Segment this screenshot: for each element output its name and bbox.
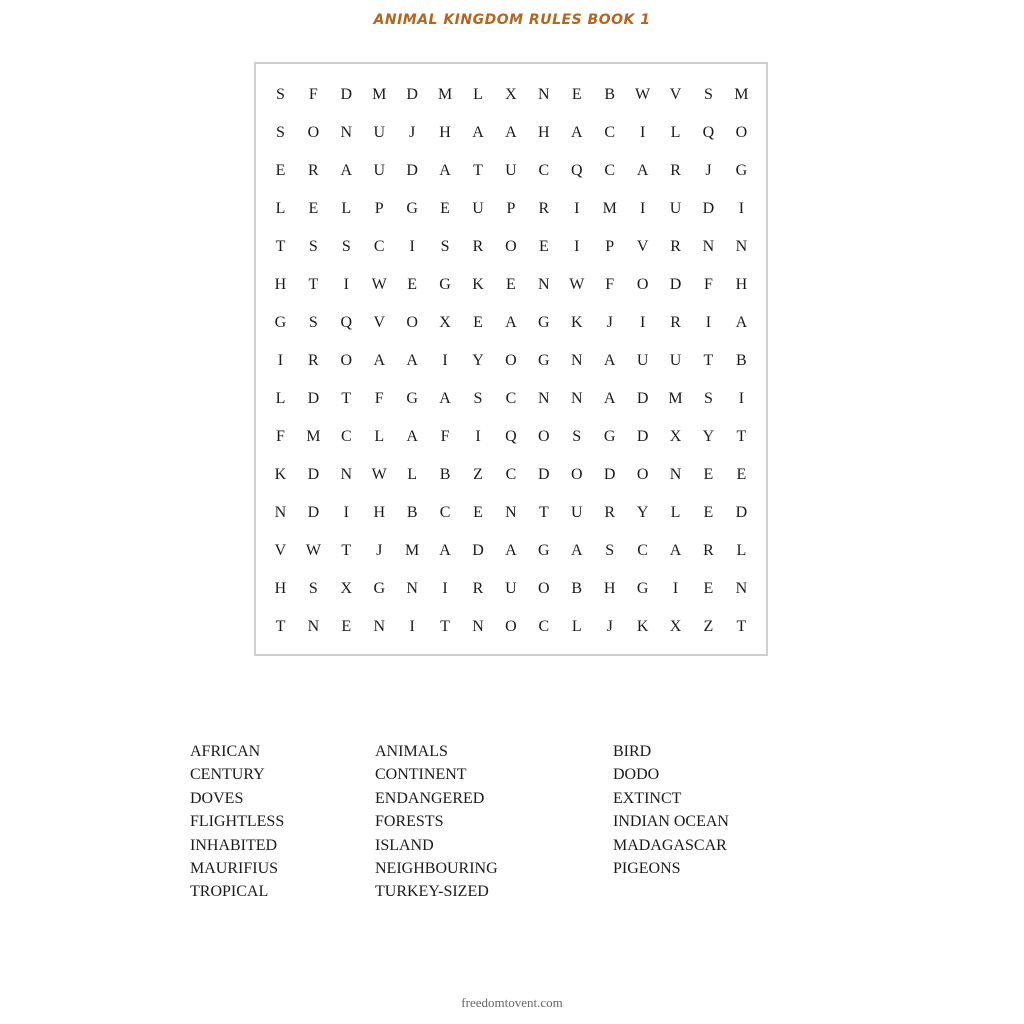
grid-letter: N [702,238,715,255]
grid-letter: W [635,86,651,103]
word-list-item: MAURIFIUS [190,860,279,878]
grid-letter: M [734,86,749,103]
grid-letter: T [275,618,286,635]
grid-letter: E [703,466,714,483]
word-list [190,740,813,904]
grid-letter: S [276,86,285,103]
grid-row [264,342,758,380]
grid-letter: A [505,124,517,141]
grid-row [264,418,758,456]
grid-row [264,570,758,608]
grid-letter: O [636,466,649,483]
grid-letter: N [472,618,484,635]
grid-letter: D [538,466,550,483]
grid-letter: O [505,238,517,255]
grid-letter: U [373,162,385,179]
grid-letter: G [439,276,451,293]
grid-letter: N [340,124,353,141]
footer-site: freedomtovent.com [461,995,563,1010]
grid-letter: V [274,542,287,559]
grid-letter: U [472,200,484,217]
word-column-2 [375,740,613,904]
grid-letter: W [371,276,387,293]
word-list-item: TROPICAL [190,883,269,901]
grid-letter: D [307,466,320,483]
grid-letter: J [705,162,712,179]
word-list-item: DODO [613,766,660,784]
grid-letter: L [275,390,286,407]
grid-letter: U [669,200,682,217]
grid-letter: L [670,124,681,141]
grid-letter: K [274,466,287,483]
grid-letter: G [636,580,649,597]
grid-row [264,494,758,532]
word-list-item: CENTURY [190,766,265,784]
puzzle-grid [264,76,758,646]
grid-letter: D [472,542,484,559]
grid-letter: D [702,200,715,217]
grid-letter: L [275,200,286,217]
grid-letter: L [407,466,418,483]
grid-letter: M [668,390,683,407]
grid-letter: A [439,162,451,179]
grid-letter: L [341,200,352,217]
word-list-item: ISLAND [375,836,434,854]
grid-letter: A [505,542,517,559]
grid-letter: Y [702,428,715,445]
grid-letter: T [736,618,747,635]
grid-letter: S [276,124,285,141]
grid-letter: D [603,466,616,483]
grid-row [264,304,758,342]
grid-letter: N [373,618,385,635]
grid-letter: R [604,504,616,521]
grid-letter: A [603,390,616,407]
word-list-item: PIGEONS [613,860,681,878]
grid-letter: B [406,504,418,521]
grid-row [264,114,758,152]
grid-letter: N [538,390,550,407]
grid-letter: D [307,504,320,521]
grid-letter: P [605,238,615,255]
grid-letter: H [439,124,451,141]
grid-letter: A [570,124,583,141]
grid-letter: A [669,542,682,559]
grid-letter: I [277,352,284,369]
grid-letter: S [308,580,318,597]
grid-letter: O [570,466,583,483]
grid-letter: F [440,428,450,445]
word-list-item: ANIMALS [375,743,448,760]
grid-letter: I [639,314,646,331]
page-title: ANIMAL KINGDOM RULES BOOK 1 [373,12,651,28]
word-list-item: INHABITED [190,836,278,854]
grid-letter: N [307,618,320,635]
grid-letter: V [373,314,385,331]
grid-row [264,228,758,266]
grid-letter: H [603,580,616,597]
grid-letter: J [606,618,613,635]
grid-letter: E [473,504,483,521]
grid-letter: I [442,352,448,369]
grid-letter: E [736,466,747,483]
grid-letter: N [538,86,550,103]
word-column-1 [190,740,375,904]
grid-letter: F [374,390,384,407]
grid-letter: U [570,504,583,521]
grid-letter: W [371,466,387,483]
grid-letter: C [604,124,616,141]
word-list-item: NEIGHBOURING [375,860,498,878]
grid-letter: D [735,504,748,521]
grid-letter: C [505,390,517,407]
word-list-item: TURKEY-SIZED [375,883,489,901]
grid-letter: I [738,200,745,217]
grid-letter: C [538,162,550,179]
word-list-item: ENDANGERED [375,789,485,807]
grid-letter: L [473,86,483,103]
grid-letter: I [409,238,415,255]
grid-letter: A [373,352,385,369]
grid-letter: C [340,428,352,445]
grid-letter: K [570,314,583,331]
grid-letter: D [669,276,682,293]
grid-letter: D [340,86,353,103]
grid-letter: E [407,276,418,293]
grid-row [264,152,758,190]
grid-letter: K [636,618,649,635]
grid-letter: Q [570,162,583,179]
grid-letter: B [571,580,583,597]
grid-letter: R [703,542,714,559]
grid-letter: N [274,504,287,521]
grid-letter: E [440,200,450,217]
grid-row [264,456,758,494]
grid-letter: N [735,238,748,255]
grid-letter: A [439,390,451,407]
grid-letter: T [538,504,549,521]
grid-letter: O [538,580,550,597]
grid-letter: E [538,238,549,255]
grid-letter: U [636,352,649,369]
grid-letter: Q [505,428,517,445]
grid-letter: I [574,200,580,217]
grid-letter: S [703,86,713,103]
grid-letter: P [374,200,384,217]
grid-letter: I [738,390,745,407]
word-list-item: INDIAN OCEAN [613,813,729,831]
grid-letter: I [475,428,481,445]
grid-row [264,76,758,114]
grid-letter: A [636,162,649,179]
grid-letter: O [735,124,748,141]
grid-letter: I [343,276,349,293]
grid-letter: J [376,542,383,559]
grid-row [264,532,758,570]
grid-letter: B [439,466,451,483]
grid-letter: R [538,200,550,217]
grid-letter: S [308,314,318,331]
grid-letter: M [602,200,617,217]
grid-letter: H [735,276,748,293]
grid-letter: C [505,466,517,483]
grid-letter: I [574,238,580,255]
grid-letter: U [505,162,517,179]
grid-letter: N [669,466,682,483]
word-column-3 [613,740,813,904]
grid-letter: O [538,428,550,445]
grid-letter: N [570,390,583,407]
grid-letter: C [373,238,385,255]
grid-letter: G [538,314,550,331]
grid-letter: G [538,542,550,559]
grid-letter: W [569,276,585,293]
grid-letter: F [276,428,285,445]
grid-row [264,380,758,418]
grid-letter: G [603,428,616,445]
grid-letter: U [505,580,517,597]
grid-letter: X [505,86,517,103]
grid-letter: E [341,618,352,635]
grid-letter: I [639,124,646,141]
grid-letter: A [505,314,517,331]
grid-letter: G [274,314,287,331]
grid-letter: C [637,542,648,559]
grid-letter: E [506,276,516,293]
grid-letter: S [572,428,582,445]
grid-letter: N [505,504,517,521]
grid-letter: T [473,162,483,179]
grid-letter: F [703,276,713,293]
grid-letter: A [603,352,616,369]
grid-letter: R [670,162,681,179]
grid-letter: J [606,314,613,331]
grid-letter: I [409,618,415,635]
grid-letter: I [343,504,349,521]
grid-letter: I [705,314,712,331]
grid-letter: N [340,466,353,483]
grid-letter: D [406,86,418,103]
grid-letter: N [538,276,550,293]
grid-letter: Q [340,314,353,331]
grid-letter: E [308,200,319,217]
grid-letter: O [307,124,320,141]
grid-letter: A [570,542,583,559]
grid-letter: R [308,162,319,179]
grid-letter: C [604,162,616,179]
grid-letter: M [437,86,453,103]
grid-letter: R [308,352,319,369]
grid-letter: M [306,428,321,445]
grid-row [264,190,758,228]
grid-letter: R [670,314,681,331]
grid-letter: H [274,580,287,597]
grid-letter: A [472,124,484,141]
grid-letter: Z [473,466,483,483]
grid-letter: U [373,124,385,141]
grid-letter: H [538,124,550,141]
grid-letter: C [538,618,550,635]
grid-letter: T [275,238,286,255]
word-list-item: FORESTS [375,813,444,831]
grid-letter: J [409,124,416,141]
grid-letter: A [439,542,451,559]
word-list-item: MADAGASCAR [613,836,727,854]
grid-letter: Y [636,504,649,521]
grid-letter: R [472,238,484,255]
grid-row [264,266,758,304]
grid-letter: A [340,162,353,179]
grid-letter: D [636,428,649,445]
grid-letter: V [636,238,649,255]
grid-letter: T [341,390,352,407]
grid-letter: N [570,352,583,369]
grid-letter: G [406,390,418,407]
grid-letter: G [406,200,418,217]
grid-letter: K [472,276,484,293]
grid-letter: G [538,352,550,369]
grid-letter: H [373,504,385,521]
grid-letter: S [440,238,450,255]
grid-letter: L [736,542,747,559]
grid-letter: Q [702,124,715,141]
grid-letter: I [672,580,679,597]
grid-letter: C [439,504,451,521]
grid-letter: F [605,276,615,293]
grid-letter: L [670,504,681,521]
grid-letter: P [506,200,516,217]
grid-letter: D [307,390,320,407]
grid-letter: A [406,352,418,369]
grid-letter: E [703,580,714,597]
grid-letter: T [703,352,714,369]
grid-letter: I [442,580,448,597]
grid-letter: Z [703,618,714,635]
grid-letter: R [670,238,681,255]
grid-letter: H [274,276,287,293]
grid-letter: E [703,504,714,521]
grid-letter: O [636,276,649,293]
grid-letter: V [669,86,682,103]
grid-letter: N [735,580,748,597]
grid-letter: O [505,352,517,369]
grid-letter: U [669,352,682,369]
grid-letter: G [735,162,748,179]
word-list-item: BIRD [613,743,652,760]
grid-letter: A [406,428,418,445]
grid-letter: O [406,314,418,331]
grid-row [264,608,758,646]
grid-letter: W [305,542,321,559]
grid-letter: E [275,162,286,179]
grid-letter: X [669,618,682,635]
grid-letter: M [372,86,387,103]
grid-letter: S [605,542,615,559]
word-list-item: EXTINCT [613,789,682,807]
grid-letter: T [736,428,747,445]
grid-letter: L [374,428,385,445]
grid-letter: D [406,162,418,179]
grid-letter: O [505,618,517,635]
grid-letter: S [308,238,318,255]
grid-letter: S [341,238,351,255]
grid-letter: T [308,276,319,293]
grid-letter: A [735,314,748,331]
grid-letter: D [636,390,649,407]
grid-letter: O [340,352,353,369]
grid-letter: Y [472,352,484,369]
grid-letter: E [571,86,582,103]
grid-letter: S [703,390,713,407]
word-list-item: AFRICAN [190,743,261,760]
grid-letter: R [472,580,484,597]
grid-letter: E [473,314,483,331]
grid-letter: M [405,542,420,559]
grid-letter: T [341,542,352,559]
grid-letter: T [440,618,450,635]
grid-letter: B [736,352,747,369]
grid-letter: X [439,314,451,331]
grid-letter: G [373,580,385,597]
grid-letter: F [308,86,318,103]
grid-letter: L [571,618,582,635]
grid-letter: X [340,580,353,597]
grid-letter: N [406,580,418,597]
word-list-item: CONTINENT [375,766,467,784]
grid-letter: S [473,390,483,407]
word-list-item: FLIGHTLESS [190,813,285,831]
grid-letter: I [639,200,646,217]
grid-letter: B [604,86,616,103]
word-list-item: DOVES [190,789,244,807]
grid-letter: X [669,428,682,445]
